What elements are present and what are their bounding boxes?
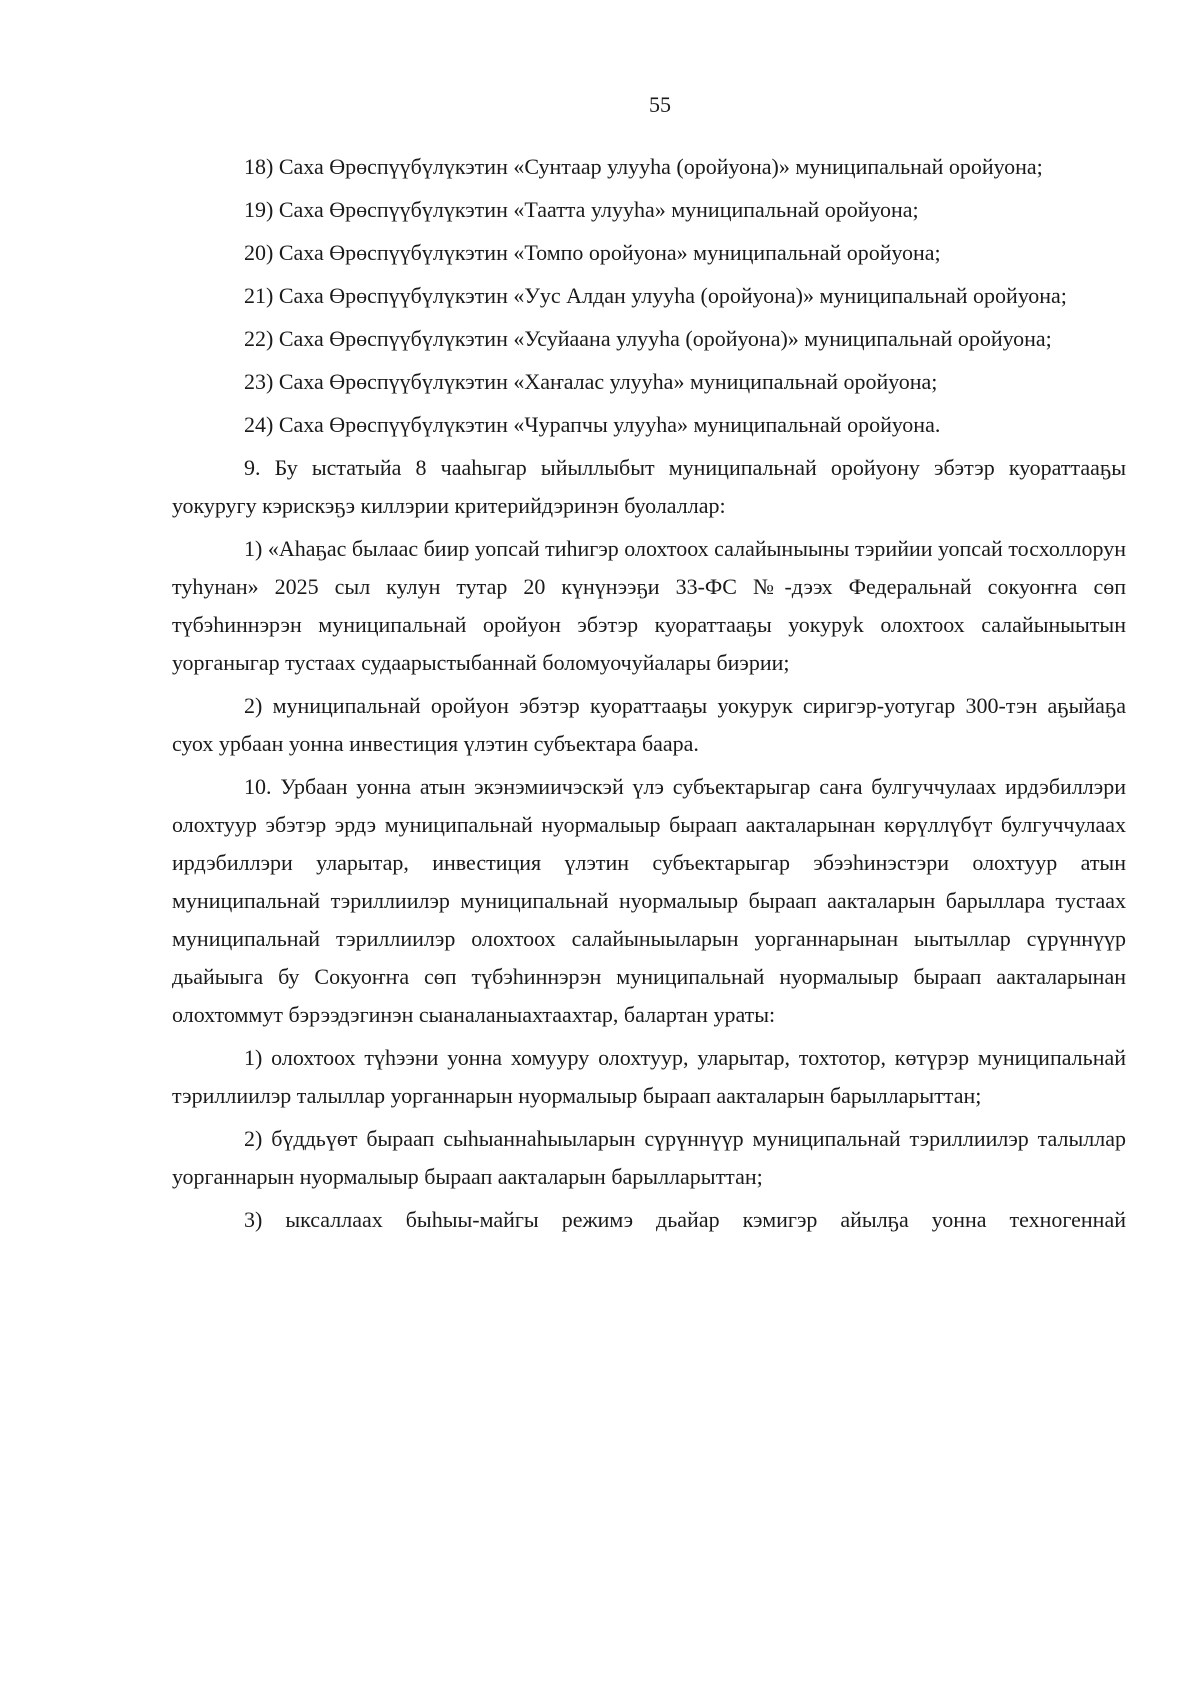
paragraph-10-2: 2) бүддьүөт быраап сыһыаннаһыыларын сүрүннүүр муниципальнай тэриллиилэр талыллар уорганнарын нуормалыыр быраап аакталарын барылларыттан; (172, 1126, 1126, 1189)
paragraph-24: 24) Саха Өрөспүүбүлүкэтин «Чурапчы улууһа» муниципальнай оройуона. (244, 412, 941, 437)
paragraph-9-1: 1) «Аһаҕас былаас биир уопсай тиһигэр олохтоох салайыныыны тэрийии уопсай тосхоллорун туһунан» 2025 сыл кулун тутар 20 күнүнээҕи 33-ФС №-дээх Федеральнай сокуоҥҥа сөп түбэһиннэрэн муниципальнай оройуон эбэтэр куораттааҕы уокуруk олохтоох салайыныытын уорганыгар тустаах судаарыстыбаннай боломуочуйалары биэрии; (172, 536, 1126, 675)
paragraph-22: 22) Саха Өрөспүүбүлүкэтин «Усуйаана улууһа (оройуона)» муниципальнай оройуона; (244, 326, 1052, 351)
document-body (172, 148, 1126, 1244)
page-number: 55 (649, 92, 671, 117)
paragraph-10: 10. Урбаан уонна атын экэнэмиичэскэй үлэ субъектарыгар саҥа булгуччулаах ирдэбиллэри олохтуур эбэтэр эрдэ муниципальнай нуормалыыр быраап аакталарынан көрүллүбүт булгуччулаах ирдэбиллэри уларытар, инвестиция үлэтин субъектарыгар эбээһинэстэри олохтуур атын муниципальнай тэриллиилэр муниципальнай нуормалыыр быраап аакталарын барыллара тустаах муниципальнай тэриллиилэр олохтоох салайыныыларын уорганнарынан ыытыллар сүрүннүүр дьайыыга бу Сокуоҥҥа сөп түбэһиннэрэн муниципальнай нуормалыыр быраап аакталарынан олохтоммут бэрээдэгинэн сыаналаныахтаахтар, балартан ураты: (172, 774, 1126, 1027)
paragraph-18: 18) Саха Өрөспүүбүлүкэтин «Сунтаар улууһа (оройуона)» муниципальнай оройуона; (244, 154, 1043, 179)
paragraph-10-1: 1) олохтоох түһээни уонна хомууру олохтуур, уларытар, тохтотор, көтүрэр муниципальнай тэриллиилэр талыллар уорганнарын нуормалыыр быраап аакталарын барылларыттан; (172, 1045, 1126, 1108)
paragraph-21: 21) Саха Өрөспүүбүлүкэтин «Уус Алдан улууһа (оройуона)» муниципальнай оройуона; (244, 283, 1067, 308)
paragraph-19: 19) Саха Өрөспүүбүлүкэтин «Таатта улууһа» муниципальнай оройуона; (244, 197, 919, 222)
paragraph-20: 20) Саха Өрөспүүбүлүкэтин «Томпо оройуона» муниципальнай оройуона; (244, 240, 941, 265)
paragraph-9-2: 2) муниципальнай оройуон эбэтэр куораттааҕы уокурук сиригэр-уотугар 300-тэн аҕыйаҕа суох урбаан уонна инвестиция үлэтин субъектара баара. (172, 693, 1126, 756)
paragraph-23: 23) Саха Өрөспүүбүлүкэтин «Хаҥалас улууһа» муниципальнай оройуона; (244, 369, 938, 394)
paragraph-10-3: 3) ыксаллаах быһыы-майгы режимэ дьайар кэмигэр айылҕа уонна техногеннай (244, 1207, 1126, 1232)
paragraph-9: 9. Бу ыстатыйа 8 чааһыгар ыйыллыбыт муниципальнай оройуону эбэтэр куораттааҕы уокуругу кэрискэҕэ киллэрии критерийдэринэн буолаллар: (172, 455, 1126, 518)
